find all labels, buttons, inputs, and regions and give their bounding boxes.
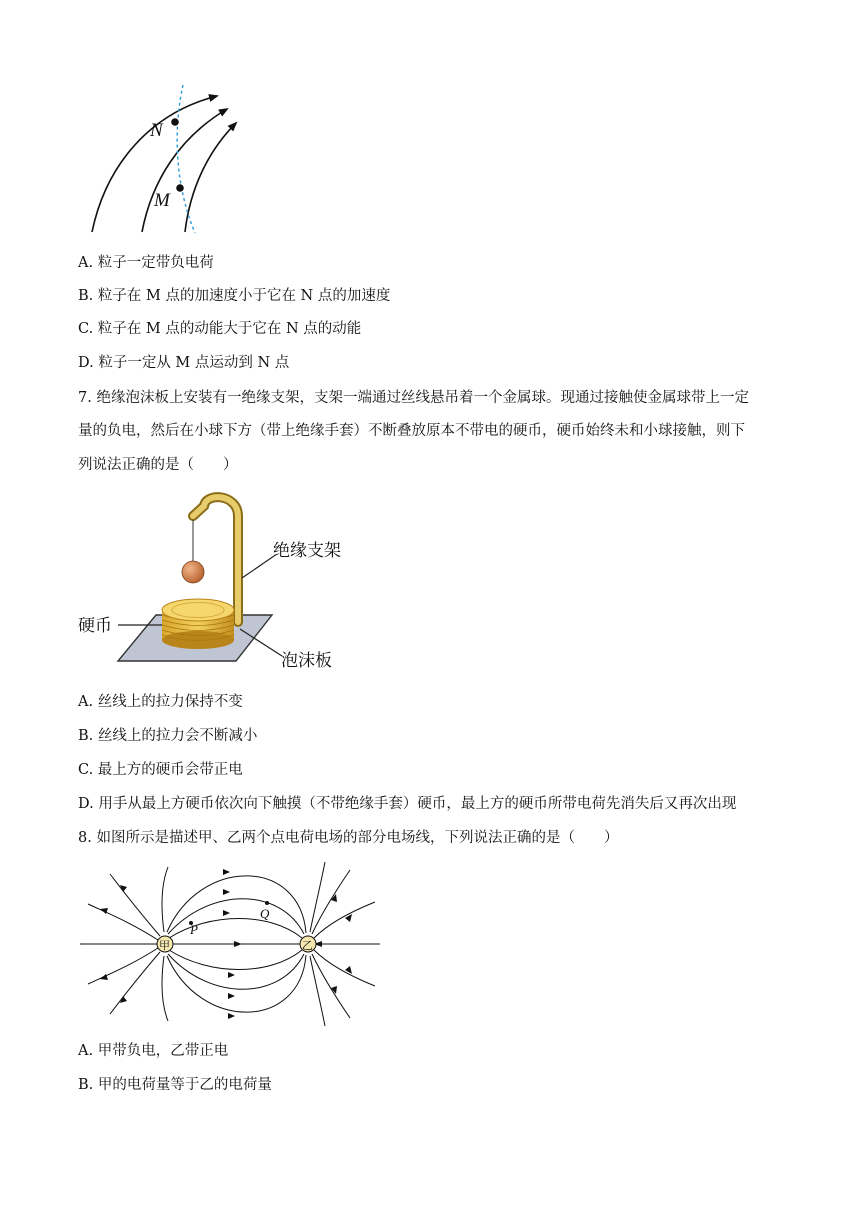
label-q: Q bbox=[260, 906, 270, 921]
label-coin: 硬币 bbox=[78, 616, 112, 636]
q7-question-line-1: 7. 绝缘泡沫板上安装有一绝缘支架，支架一端通过丝线悬吊着一个金属球。现通过接触使金属球带上一定 bbox=[78, 390, 749, 406]
q7-option-a: A. 丝线上的拉力保持不变 bbox=[78, 694, 243, 710]
q6-option-c: C. 粒子在 M 点的动能大于它在 N 点的动能 bbox=[78, 321, 362, 337]
point-q bbox=[265, 901, 269, 905]
coin-stack bbox=[162, 599, 234, 649]
label-foam-board: 泡沫板 bbox=[281, 651, 332, 671]
label-insulating-stand: 绝缘支架 bbox=[273, 541, 341, 561]
q8-option-b: B. 甲的电荷量等于乙的电荷量 bbox=[78, 1077, 272, 1093]
q7-option-b: B. 丝线上的拉力会不断减小 bbox=[78, 728, 258, 744]
two-charge-field-figure-q8 bbox=[80, 862, 380, 1027]
q7-option-c: C. 最上方的硬币会带正电 bbox=[78, 762, 243, 778]
q6-option-b: B. 粒子在 M 点的加速度小于它在 N 点的加速度 bbox=[78, 288, 391, 304]
metal-ball bbox=[182, 561, 204, 583]
field-line bbox=[185, 123, 236, 232]
label-yi: 乙 bbox=[302, 939, 313, 952]
label-jia: 甲 bbox=[159, 939, 170, 952]
q7-question-line-2: 量的负电，然后在小球下方（带上绝缘手套）不断叠放原本不带电的硬币，硬币始终未和小球接触，则下 bbox=[78, 423, 745, 439]
field-line bbox=[92, 96, 217, 232]
coin-stand-figure-q7 bbox=[76, 486, 346, 672]
label-m: M bbox=[154, 190, 170, 211]
q6-option-d: D. 粒子一定从 M 点运动到 N 点 bbox=[78, 355, 290, 371]
q7-question-line-3: 列说法正确的是（ ） bbox=[78, 457, 238, 473]
point-m bbox=[176, 184, 184, 192]
label-p: P bbox=[190, 922, 198, 937]
q8-option-a: A. 甲带负电，乙带正电 bbox=[78, 1043, 229, 1059]
point-n bbox=[171, 118, 179, 126]
field-lines-figure-q6 bbox=[80, 85, 250, 240]
q8-question: 8. 如图所示是描述甲、乙两个点电荷电场的部分电场线，下列说法正确的是（ ） bbox=[78, 830, 619, 846]
label-n: N bbox=[150, 120, 163, 141]
q6-option-a: A. 粒子一定带负电荷 bbox=[78, 255, 214, 271]
q7-option-d: D. 用手从最上方硬币依次向下触摸（不带绝缘手套）硬币，最上方的硬币所带电荷先消失后又再次出现 bbox=[78, 796, 737, 812]
